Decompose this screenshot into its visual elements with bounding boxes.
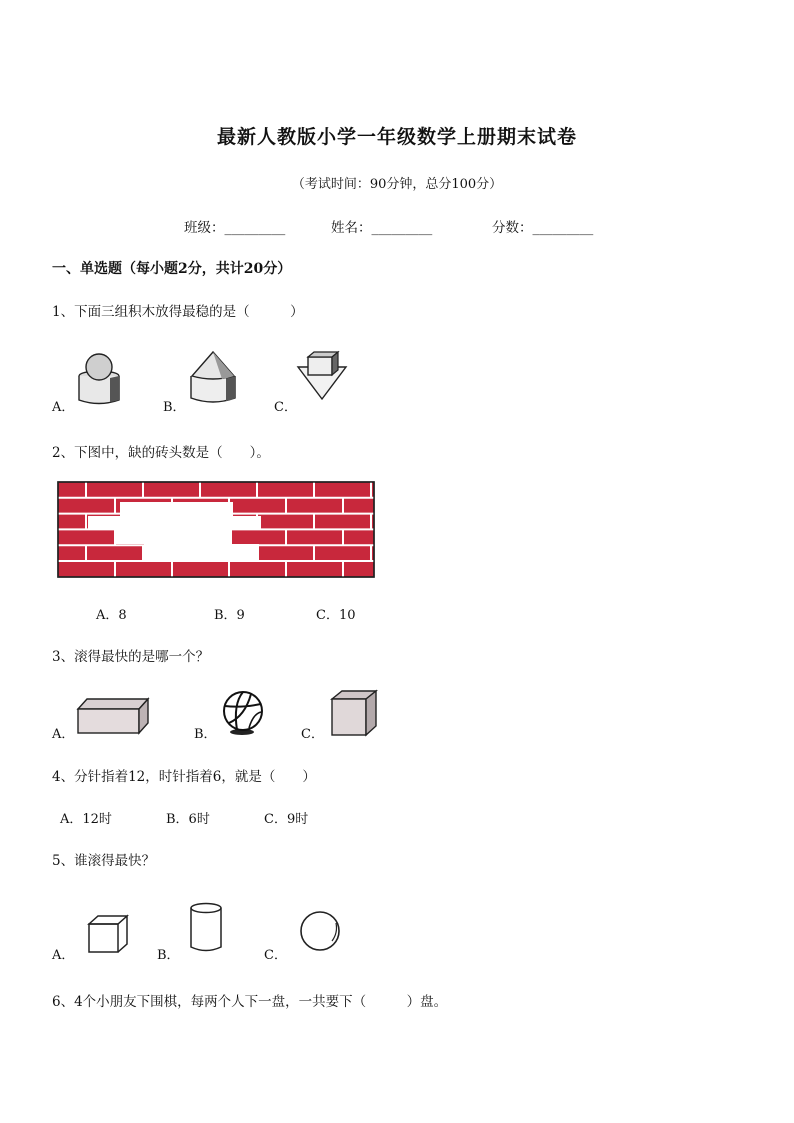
q5-option-b: B． xyxy=(157,948,180,963)
cone-on-cylinder-image xyxy=(188,350,238,406)
score-label: 分数： xyxy=(492,220,533,236)
score-blank: _________ xyxy=(532,220,594,236)
class-field xyxy=(184,216,285,236)
class-label: 班级： xyxy=(184,220,225,236)
question-3-text: 3、滚得最快的是哪一个？ xyxy=(52,649,210,665)
exam-info-subtitle: （考试时间：90分钟，总分100分） xyxy=(291,177,503,192)
q5-option-a: A． xyxy=(52,948,75,963)
q1-option-b: B． xyxy=(163,400,186,415)
q4-option-b: B．6时 xyxy=(166,812,210,827)
cube-image xyxy=(330,689,378,737)
page-title: 最新人教版小学一年级数学上册期末试卷 xyxy=(216,126,577,148)
ball-outline-image xyxy=(298,909,344,953)
q3-option-b: B． xyxy=(194,727,217,742)
q5-option-c: C． xyxy=(264,948,287,963)
question-2-text: 2、下图中，缺的砖头数是（ ）。 xyxy=(52,445,270,461)
section-heading: 一、单选题（每小题2分，共计20分） xyxy=(52,261,292,277)
score-field xyxy=(492,216,593,236)
q1-option-a: A． xyxy=(52,400,75,415)
volleyball-image xyxy=(221,690,265,736)
question-6-text: 6、4个小朋友下围棋，每两个人下一盘，一共要下（ ）盘。 xyxy=(52,994,448,1010)
q1-option-c: C． xyxy=(274,400,297,415)
q4-option-a: A．12时 xyxy=(60,812,112,827)
rectangular-block-image xyxy=(77,697,151,735)
name-field xyxy=(331,216,432,236)
q3-option-a: A． xyxy=(52,727,75,742)
cylinder-outline-image xyxy=(188,902,224,954)
brick-wall-image xyxy=(58,482,374,577)
class-blank: _________ xyxy=(224,220,286,236)
q4-option-c: C．9时 xyxy=(264,812,309,827)
q3-option-c: C． xyxy=(301,727,324,742)
cube-outline-image xyxy=(87,914,129,954)
q2-option-a: A．8 xyxy=(96,608,127,623)
question-1-text: 1、下面三组积木放得最稳的是（ ） xyxy=(52,304,304,320)
name-blank: _________ xyxy=(371,220,433,236)
q2-option-b: B．9 xyxy=(214,608,245,623)
cube-on-cone-image xyxy=(296,351,348,403)
sphere-on-cylinder-image xyxy=(76,352,122,406)
question-4-text: 4、分针指着12，时针指着6，就是（ ） xyxy=(52,769,316,785)
q2-option-c: C．10 xyxy=(316,608,356,623)
name-label: 姓名： xyxy=(331,220,372,236)
question-5-text: 5、谁滚得最快？ xyxy=(52,853,156,869)
